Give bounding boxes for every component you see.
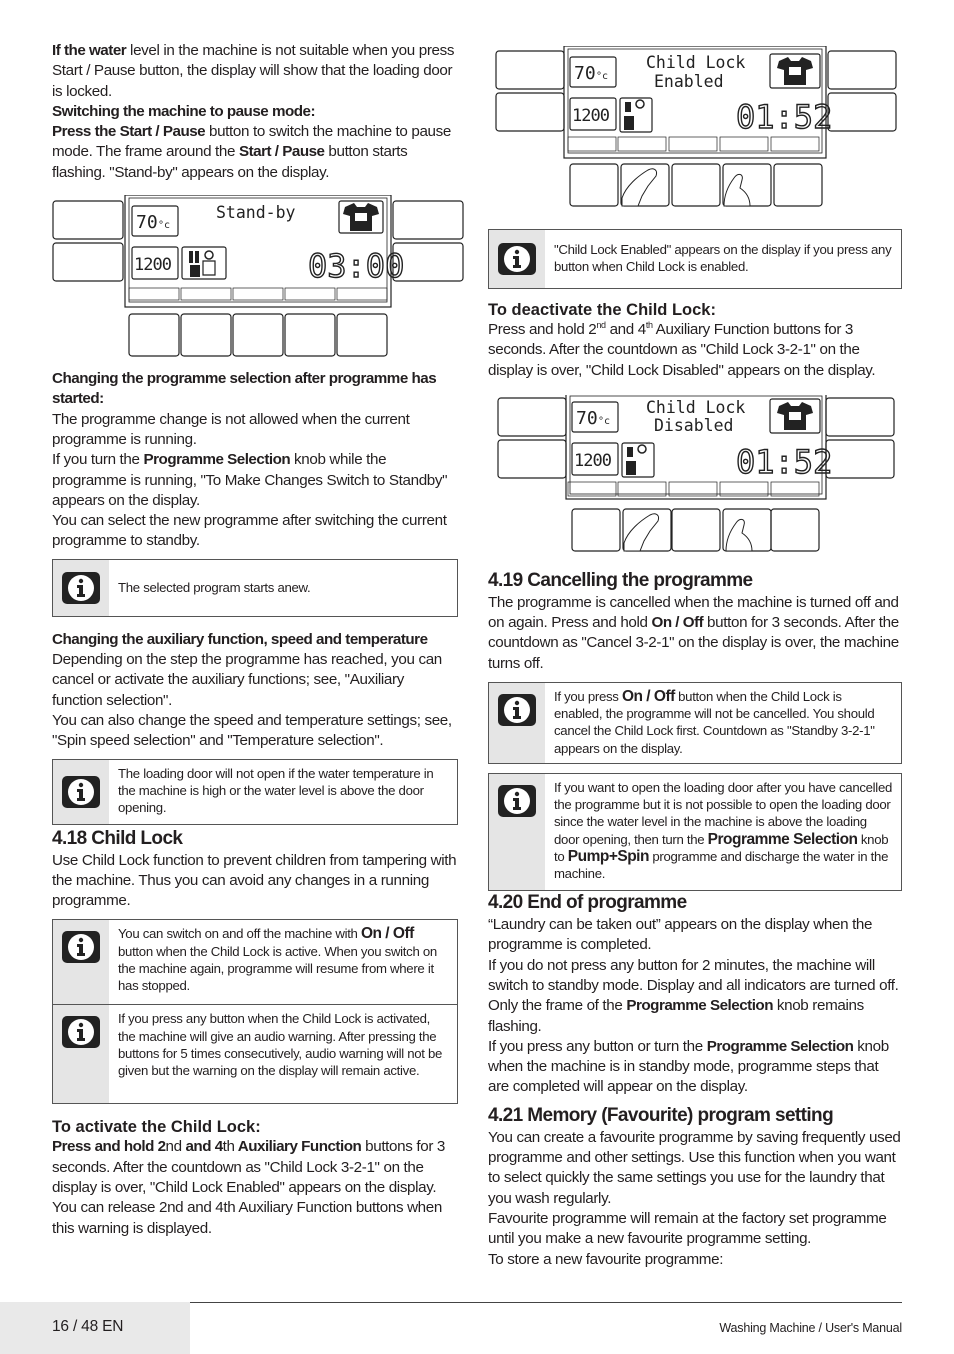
pause-mode-heading: Switching the machine to pause mode: [52, 102, 316, 120]
lcd-time: 03:00 [308, 247, 405, 286]
child-lock-paragraph: Use Child Lock function to prevent children from tampering with the machine. Thus you can avoid any changes in a running programme. [52, 851, 457, 910]
lcd-temperature: 70 [136, 212, 158, 234]
info-note-audio-warning [52, 1005, 458, 1104]
footer-divider [190, 1302, 902, 1303]
info-icon [53, 760, 109, 824]
deactivate-child-lock-heading: To deactivate the Child Lock: [488, 301, 716, 319]
memory-paragraph-3: To store a new favourite programme: [488, 1250, 724, 1268]
pause-mode-paragraph: Press the Start / Pause button to switch the machine to pause mode. The frame around the Start / Pause button starts flashing. "Stand-by" appears on the display. [52, 123, 451, 181]
page-number-box [0, 1302, 190, 1354]
info-icon [53, 560, 109, 616]
end-paragraph-3: If you press any button or turn the Programme Selection knob when the machine is in standby mode, programme steps that are completed will appear on the display. [488, 1037, 889, 1096]
section-heading-child-lock: 4.18 Child Lock [52, 827, 183, 849]
lcd-line-2: Disabled [654, 415, 734, 435]
info-note-open-door [488, 773, 902, 891]
water-level-paragraph: If the water level in the machine is not suitable when you press Start / Pause button, the display will show that the loading door is locked. [52, 42, 455, 100]
lcd-line-1: Child Lock [646, 397, 746, 417]
info-note-text: You can switch on and off the machine with On / Off button when the Child Lock is active. When you switch on the machine again, programme will resume from where it has stopped. [118, 925, 437, 994]
lcd-temperature: 70 [576, 407, 598, 429]
info-note-cancel-child-lock [488, 682, 902, 764]
left-column [52, 40, 458, 1239]
child-lock-enabled-illustration [488, 46, 902, 212]
activate-child-lock-heading: To activate the Child Lock: [52, 1118, 261, 1137]
memory-paragraph-1: You can create a favourite programme by saving frequently used programme and other settings. Use this function when you want to select quickly the same settings you use for the laundry that you wash regularly. [488, 1128, 901, 1207]
programme-change-paragraph-3: You can select the new programme after switching the current programme to standby. [52, 512, 447, 550]
drum-icon [189, 251, 215, 277]
page-footer [0, 1302, 954, 1354]
lcd-standby-text: Stand-by [216, 203, 296, 223]
page-number: 16 / 48 EN [52, 1318, 124, 1335]
tshirt-icon [343, 203, 379, 231]
programme-change-paragraph-2: If you turn the Programme Selection knob while the programme is running, "To Make Changes Switch to Standby" appears on the display. [52, 451, 448, 509]
lcd-line-1: Child Lock [646, 53, 746, 72]
info-icon [489, 230, 545, 288]
lcd-time: 01:52 [736, 442, 833, 481]
info-note-child-lock-enabled [488, 229, 902, 289]
info-note-on-off [52, 919, 458, 1005]
activate-child-lock-paragraph: Press and hold 2nd and 4th Auxiliary Function buttons for 3 seconds. After the countdown as "Child Lock 3-2-1" on the display is over, "Child Lock Enabled" appears on the display. You can release 2nd and 4th Auxiliary Function buttons when this warning is displayed. [52, 1138, 445, 1237]
end-paragraph-2: If you do not press any button for 2 minutes, the machine will switch to standby mode. Display and all indicators are turned off. Only the frame of the Programme Selection knob remains flashing. [488, 956, 899, 1035]
standby-display-illustration [52, 195, 458, 359]
lcd-temperature-unit: °c [158, 220, 171, 232]
programme-change-heading: Changing the programme selection after programme has started: [52, 370, 437, 408]
pressing-finger-icon [624, 514, 752, 551]
memory-paragraph-2: Favourite programme will remain at the factory set programme until you make a new favourite programme setting. [488, 1209, 887, 1248]
lcd-spin-speed: 1200 [574, 450, 611, 471]
info-note-program-restart [52, 559, 458, 617]
info-note-text: The loading door will not open if the water temperature in the machine is high or the water level is above the door opening. [118, 765, 434, 815]
lcd-line-2: Enabled [654, 72, 724, 91]
lcd-temperature-unit: °c [596, 71, 609, 82]
drum-icon [626, 445, 646, 475]
info-note-text: "Child Lock Enabled" appears on the display if you press any button when Child Lock is enabled. [554, 242, 892, 275]
info-note-text: If you press On / Off button when the Child Lock is enabled, the programme will not be cancelled. You should cancel the Child Lock first. Countdown as "Standby 3-2-1" appears on the display. [554, 688, 875, 756]
manual-title: Washing Machine / User's Manual [719, 1321, 902, 1335]
drum-icon [624, 100, 644, 130]
lcd-time: 01:52 [736, 98, 833, 136]
lcd-spin-speed: 1200 [134, 255, 171, 276]
pressing-finger-icon [622, 169, 750, 206]
info-note-text: If you want to open the loading door after you have cancelled the programme but it is not possible to open the loading door since the water level in the machine is above the loading door opening, then turn the Programme Selection knob to Pump+Spin programme and discharge the water in the machine. [554, 780, 893, 882]
section-heading-cancelling: 4.19 Cancelling the programme [488, 569, 753, 591]
lcd-temperature: 70 [574, 63, 596, 84]
cancelling-paragraph: The programme is cancelled when the machine is turned off and on again. Press and hold On / Off button for 3 seconds. After the countdown as "Cancel 3-2-1" on the display is over, the machine turns off. [488, 593, 899, 672]
tshirt-icon [777, 402, 813, 430]
section-heading-memory: 4.21 Memory (Favourite) program setting [488, 1104, 834, 1126]
auxiliary-change-heading: Changing the auxiliary function, speed and temperature [52, 630, 428, 648]
auxiliary-paragraph-2: You can also change the speed and temperature settings; see, "Spin speed selection" and "Temperature selection". [52, 711, 452, 750]
lcd-temperature-unit: °c [598, 415, 611, 427]
programme-change-paragraph-1: The programme change is not allowed when the current programme is running. [52, 410, 410, 448]
info-note-text: If you press any button when the Child Lock is activated, the machine will give an audio warning. After pressing the buttons for 5 times consecutively, audio warning will not be given but the warning on the display will remain active. [118, 1011, 443, 1079]
end-paragraph-1: “Laundry can be taken out” appears on the display when the programme is completed. [488, 916, 873, 954]
lcd-spin-speed: 1200 [572, 106, 609, 126]
info-note-door [52, 759, 458, 825]
section-heading-end-of-programme: 4.20 End of programme [488, 892, 687, 914]
right-column [488, 46, 902, 1270]
info-note-text: The selected program starts anew. [118, 579, 311, 595]
info-icon [53, 920, 109, 1004]
info-icon [489, 683, 545, 763]
deactivate-child-lock-paragraph: Press and hold 2nd and 4th Auxiliary Function buttons for 3 seconds. After the countdown as "Child Lock 3-2-1" on the display is over, "Child Lock Disabled" appears on the display. [488, 319, 876, 379]
info-icon [489, 774, 545, 890]
tshirt-icon [777, 57, 813, 85]
info-icon [53, 1005, 109, 1103]
auxiliary-paragraph-1: Depending on the step the programme has reached, you can cancel or activate the auxiliary functions; see, "Auxiliary function selection". [52, 651, 442, 709]
child-lock-disabled-illustration [488, 395, 902, 555]
